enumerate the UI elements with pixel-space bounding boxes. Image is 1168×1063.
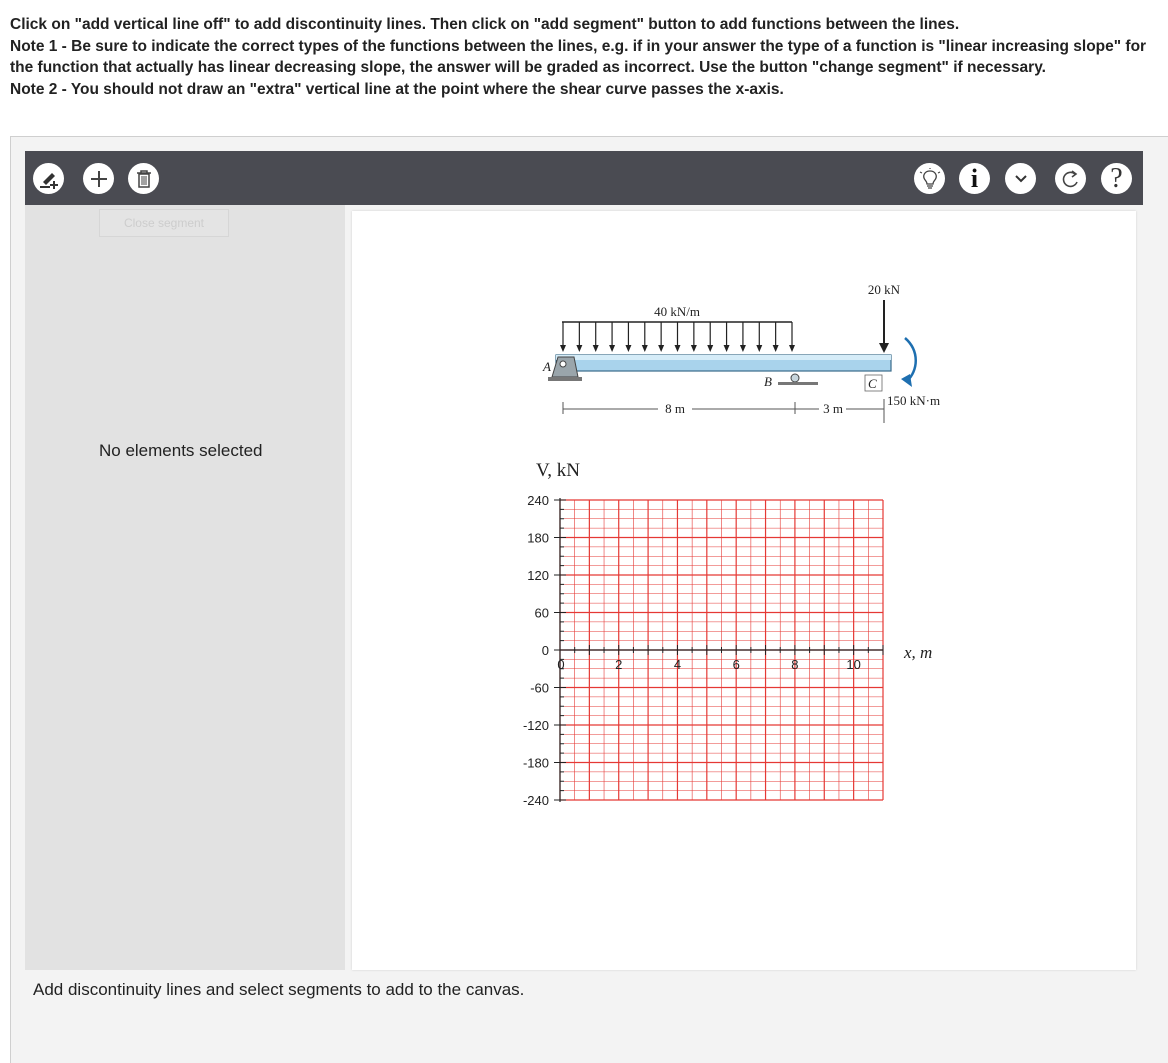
y-tick-label: 60 [534, 605, 549, 621]
load-arrowhead [576, 345, 582, 352]
load-arrowhead [625, 345, 631, 352]
y-tick-label: 180 [527, 530, 549, 546]
properties-panel [25, 205, 345, 970]
load-arrowhead [560, 345, 566, 352]
plus-icon [89, 169, 109, 189]
trash-icon [135, 169, 153, 189]
load-arrowhead [789, 345, 795, 352]
distributed-load-arrows [560, 322, 795, 352]
y-tick-labels [523, 493, 549, 808]
label-a: A [543, 359, 551, 374]
y-tick-label: 0 [541, 643, 549, 658]
canvas-svg [352, 211, 1136, 970]
y-tick-label: -180 [522, 755, 549, 771]
x-tick-label: 4 [673, 657, 682, 672]
x-tick-label: 6 [732, 657, 740, 672]
load-arrowhead [756, 345, 762, 352]
span-ab-label: 8 m [665, 401, 685, 416]
instructions [10, 14, 1160, 100]
load-arrowhead [773, 345, 779, 352]
moment-label: 150 kN·m [887, 393, 941, 408]
load-arrowhead [707, 345, 713, 352]
no-selection-message: No elements selected [99, 441, 263, 460]
roller-support-b [778, 374, 818, 385]
y-tick-label: 120 [527, 568, 549, 583]
hint-button[interactable] [914, 163, 945, 194]
delete-button[interactable] [128, 163, 159, 194]
x-tick-label: 10 [846, 657, 861, 672]
x-axis-label: x, m [904, 643, 933, 662]
y-tick-label: -120 [522, 718, 549, 733]
load-arrowhead [658, 345, 664, 352]
add-segment-button[interactable] [83, 163, 114, 194]
info-icon: i [970, 163, 979, 193]
chevron-down-icon [1014, 174, 1028, 184]
add-vertical-line-button[interactable] [33, 163, 64, 194]
drawing-canvas[interactable] [352, 211, 1136, 970]
help-button[interactable] [1101, 163, 1132, 194]
toolbar [25, 151, 1143, 205]
load-arrowhead [642, 345, 648, 352]
add-vertical-line-icon [38, 168, 60, 190]
point-load-label: 20 kN [867, 282, 901, 297]
dropdown-button[interactable] [1005, 163, 1036, 194]
y-axis-label: V, kN [536, 460, 580, 481]
info-button[interactable] [959, 163, 990, 194]
shear-axes [554, 498, 883, 802]
point-load-arrowhead [879, 343, 889, 353]
instruction-line-3: Note 2 - You should not draw an "extra" vertical line at the point where the shear curve passes the x-axis. [10, 80, 784, 98]
y-tick-label: -60 [530, 680, 549, 696]
label-c: C [868, 376, 877, 391]
y-tick-label: 240 [527, 493, 549, 508]
y-tick-label: -240 [522, 793, 549, 808]
load-arrowhead [593, 345, 599, 352]
close-segment-button[interactable]: Close segment [99, 209, 229, 237]
reset-button[interactable] [1055, 163, 1086, 194]
load-arrowhead [724, 345, 730, 352]
load-arrowhead [691, 345, 697, 352]
moment-arrow [905, 338, 916, 381]
label-b: B [764, 374, 772, 389]
span-bc-label: 3 m [823, 401, 843, 416]
x-tick-label: 8 [791, 657, 799, 672]
x-tick-label: 0 [557, 657, 565, 672]
beam-highlight [556, 355, 891, 360]
status-message: Add discontinuity lines and select segments to add to the canvas. [33, 980, 525, 999]
reset-icon [1060, 168, 1082, 190]
load-arrowhead [609, 345, 615, 352]
x-tick-label: 2 [615, 657, 623, 672]
instruction-line-1: Click on "add vertical line off" to add discontinuity lines. Then click on "add segment" button to add functions between the lines. [10, 16, 960, 33]
help-icon: ? [1110, 162, 1123, 194]
load-arrowhead [675, 345, 681, 352]
instruction-line-2: Note 1 - Be sure to indicate the correct types of the functions between the lines, e.g. if in your answer the type of a function is "linear increasing slope" for the function that actually has linear decreasing slope, the answer will be graded as incorrect. Use the button "change segment" if necessary. [10, 37, 1147, 76]
lightbulb-icon [919, 168, 941, 190]
beam-figure [542, 282, 940, 423]
load-arrowhead [740, 345, 746, 352]
distributed-load-label: 40 kN/m [654, 304, 700, 319]
